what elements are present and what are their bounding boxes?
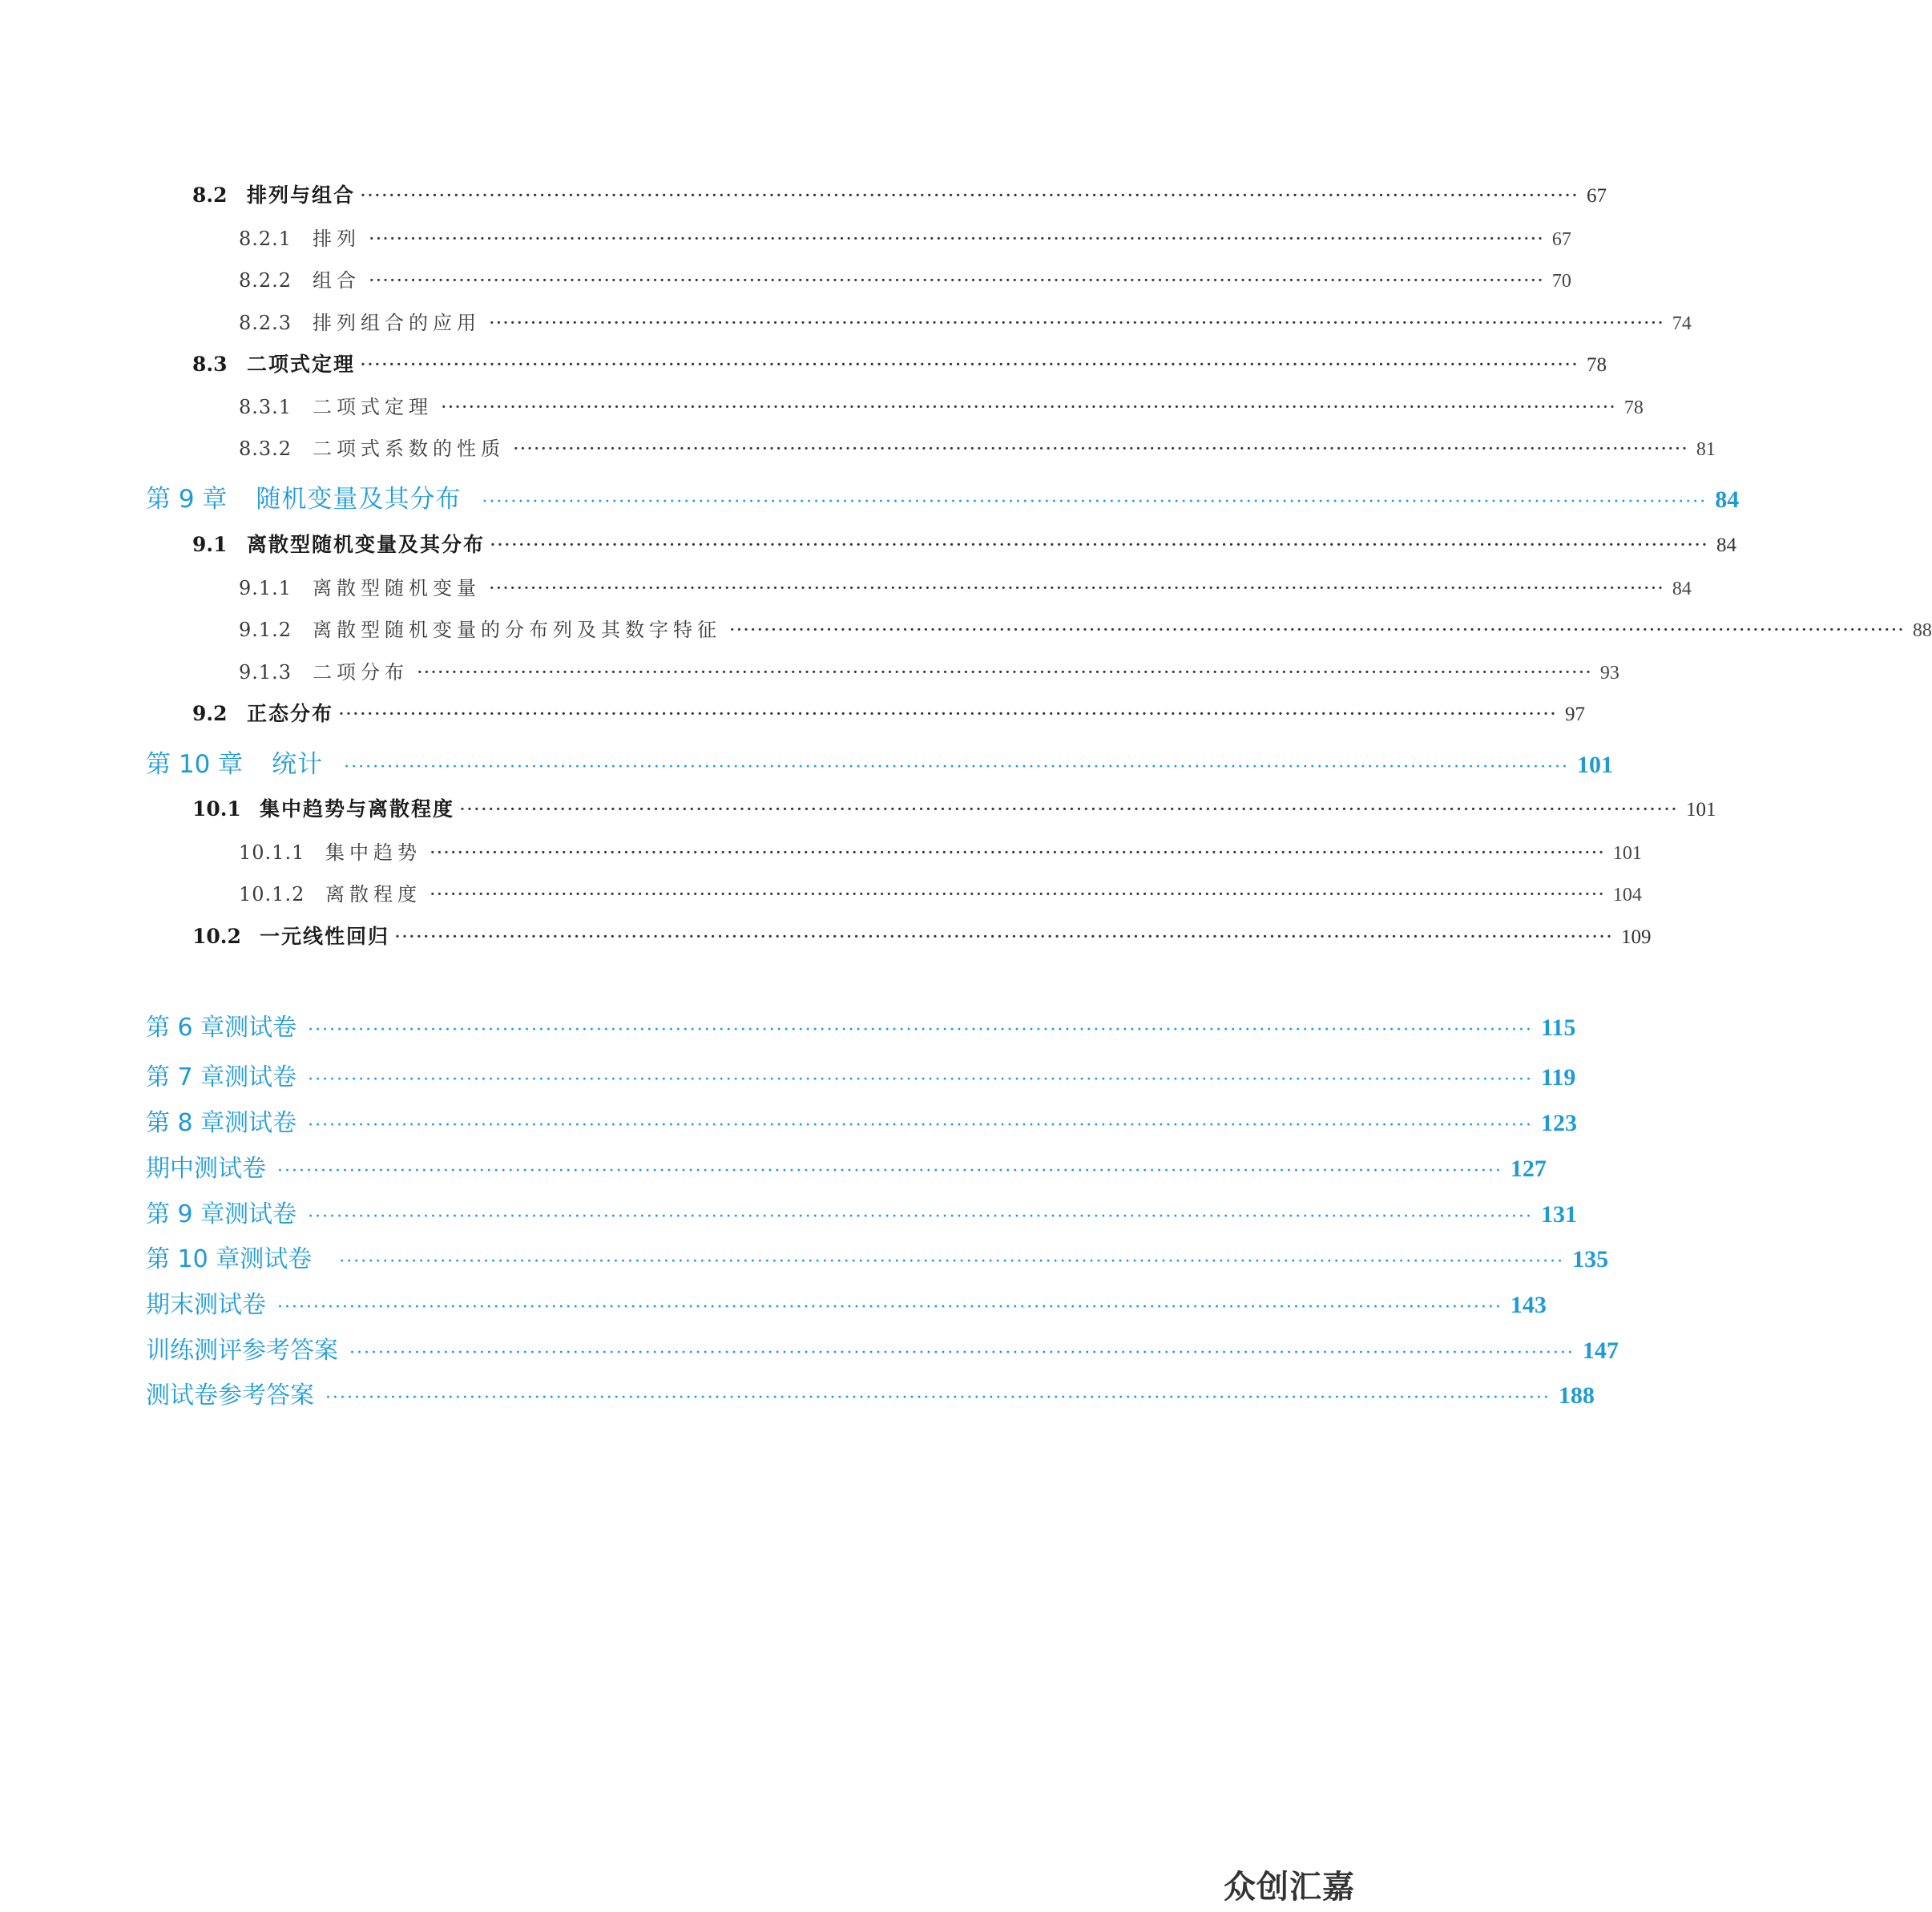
leader-dots: ·········································································································································································· [394,925,1613,948]
leader-dots: ·········································································································································································· [277,1297,1502,1317]
page-number: 104 [1612,885,1642,906]
page-number: 81 [1696,439,1716,460]
section-title: 二项式定理 [247,353,356,376]
test-title: 第 7 章测试卷 [146,1063,297,1091]
toc-section-8-3[interactable] [192,349,1607,377]
subsection-number: 8.2.1 [239,228,292,250]
subsection-title: 排列 [313,228,361,250]
test-title: 第 6 章测试卷 [146,1014,297,1042]
section-number: 10.1 [192,797,241,821]
leader-dots: ·········································································································································································· [339,1252,1565,1272]
toc-test-final[interactable] [146,1285,1547,1319]
leader-dots: ·········································································································································································· [308,1020,1534,1040]
page-number: 67 [1586,185,1607,207]
toc-section-9-1[interactable] [192,529,1736,558]
toc-test-midterm[interactable] [146,1148,1547,1183]
page-number: 119 [1541,1064,1576,1091]
leader-dots: ·········································································································································································· [729,619,1905,641]
leader-dots: ·········································································································································································· [430,841,1605,864]
page-number: 127 [1510,1156,1547,1182]
subsection-title: 二项式系数的性质 [313,438,505,460]
subsection-number: 8.3.2 [239,438,292,460]
test-title: 期末测试卷 [146,1291,266,1319]
page-number: 67 [1551,229,1571,250]
toc-test-chapter-8[interactable] [146,1103,1578,1137]
subsection-title: 集中趋势 [325,841,421,864]
toc-subsection-10-1-1[interactable] [239,837,1642,864]
leader-dots: ·········································································································································································· [369,228,1544,250]
subsection-number: 10.1.1 [239,841,305,864]
page-number: 70 [1551,271,1571,292]
page-number: 109 [1620,926,1652,948]
toc-subsection-10-1-2[interactable] [239,878,1642,906]
subsection-number: 8.3.1 [239,396,292,418]
watermark-logo: 众创汇嘉 [1224,1869,1355,1906]
page-number: 188 [1558,1382,1595,1409]
test-title: 期中测试卷 [146,1155,266,1183]
leader-dots: ·········································································································································································· [369,269,1544,292]
chapter-title: 随机变量及其分布 [256,485,462,514]
subsection-number: 9.1.2 [239,619,292,641]
section-title: 正态分布 [247,702,334,725]
chapter-number: 第 9 章 [146,485,228,514]
toc-test-chapter-6[interactable] [146,1007,1576,1042]
page-number: 101 [1577,752,1613,778]
leader-dots: ·········································································································································································· [308,1115,1534,1136]
page-number: 74 [1672,313,1692,334]
test-title: 第 8 章测试卷 [146,1109,297,1137]
toc-section-10-1[interactable] [192,793,1716,822]
leader-dots: ·········································································································································································· [360,353,1579,376]
page-number: 84 [1716,534,1736,556]
page-number: 84 [1715,486,1740,513]
leader-dots: ·········································································································································································· [338,702,1557,725]
toc-subsection-8-2-1[interactable] [239,223,1571,250]
toc-subsection-8-3-2[interactable] [239,433,1716,460]
page-number: 101 [1612,843,1642,864]
leader-dots: ·········································································································································································· [513,438,1688,460]
leader-dots: ·········································································································································································· [482,492,1708,512]
test-title: 训练测评参考答案 [146,1337,338,1365]
page-number: 84 [1672,579,1692,599]
page-number: 88 [1912,620,1932,641]
section-number: 8.3 [192,353,228,376]
toc-chapter-10[interactable] [146,744,1613,779]
subsection-number: 8.2.2 [239,269,292,292]
subsection-number: 9.1.1 [239,577,292,599]
page-number: 78 [1623,397,1644,418]
page-number: 101 [1685,799,1716,821]
page-number: 135 [1572,1246,1609,1273]
toc-test-chapter-10[interactable] [146,1239,1609,1273]
page-number: 93 [1599,663,1619,684]
toc-chapter-9[interactable] [146,478,1740,514]
page-number: 143 [1510,1292,1547,1318]
page-number: 78 [1586,354,1607,376]
toc-training-answers[interactable] [146,1330,1619,1365]
subsection-title: 组合 [313,269,361,292]
leader-dots: ·········································································································································································· [459,797,1678,821]
toc-subsection-9-1-3[interactable] [239,656,1619,684]
test-title: 第 9 章测试卷 [146,1200,297,1228]
subsection-number: 9.1.3 [239,661,292,684]
leader-dots: ·········································································································································································· [489,577,1664,599]
leader-dots: ·········································································································································································· [325,1388,1551,1408]
section-title: 离散型随机变量及其分布 [247,533,486,556]
toc-section-10-2[interactable] [192,921,1652,950]
chapter-title: 统计 [272,750,324,779]
leader-dots: ·········································································································································································· [308,1207,1534,1227]
page-number: 123 [1541,1110,1578,1136]
page-number: 147 [1582,1337,1619,1364]
toc-section-9-2[interactable] [192,698,1585,727]
subsection-title: 离散型随机变量的分布列及其数字特征 [313,619,721,641]
page-number: 115 [1541,1014,1576,1041]
toc-subsection-8-3-1[interactable] [239,391,1644,418]
leader-dots: ·········································································································································································· [489,312,1664,334]
subsection-title: 二项分布 [313,661,409,684]
test-title: 测试卷参考答案 [146,1382,314,1410]
subsection-number: 8.2.3 [239,312,292,334]
section-number: 10.2 [192,925,241,948]
page-number: 131 [1541,1201,1578,1228]
toc-subsection-8-2-3[interactable] [239,307,1692,334]
section-number: 9.1 [192,533,228,556]
leader-dots: ·········································································································································································· [490,533,1708,556]
leader-dots: ·········································································································································································· [349,1343,1575,1363]
toc-subsection-9-1-2[interactable] [239,614,1932,641]
toc-section-8-2[interactable] [192,180,1607,208]
subsection-title: 二项式定理 [313,396,433,418]
page-number: 97 [1564,704,1585,725]
section-number: 8.2 [192,184,228,207]
section-title: 排列与组合 [247,184,356,207]
chapter-number: 第 10 章 [146,750,244,779]
toc-test-chapter-7[interactable] [146,1057,1576,1091]
test-title: 第 10 章测试卷 [146,1245,313,1273]
subsection-title: 离散型随机变量 [313,577,481,599]
leader-dots: ·········································································································································································· [441,396,1616,418]
section-title: 集中趋势与离散程度 [260,797,455,821]
subsection-number: 10.1.2 [239,883,305,906]
subsection-title: 离散程度 [325,883,421,906]
section-title: 一元线性回归 [260,925,390,948]
subsection-title: 排列组合的应用 [313,312,481,334]
toc-test-answers[interactable] [146,1375,1595,1410]
leader-dots: ·········································································································································································· [417,661,1592,684]
leader-dots: ·········································································································································································· [277,1161,1502,1181]
toc-subsection-9-1-1[interactable] [239,572,1692,599]
leader-dots: ·········································································································································································· [430,883,1605,906]
toc-subsection-8-2-2[interactable] [239,264,1571,292]
section-number: 9.2 [192,702,228,725]
leader-dots: ·········································································································································································· [308,1070,1534,1090]
leader-dots: ·········································································································································································· [360,184,1579,207]
leader-dots: ·········································································································································································· [344,757,1569,777]
toc-test-chapter-9[interactable] [146,1194,1578,1228]
